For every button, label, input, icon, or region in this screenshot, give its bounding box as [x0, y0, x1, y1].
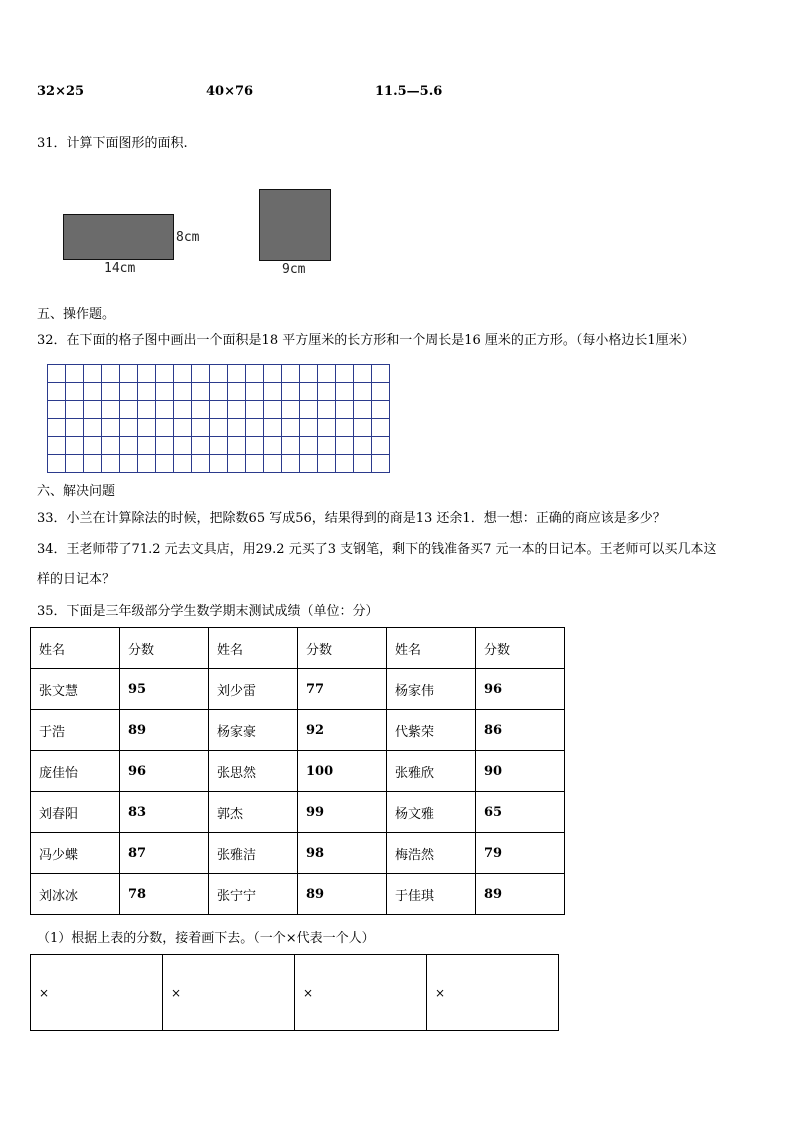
name-cell: 刘冰冰 [31, 874, 120, 915]
calc-item-3: 11.5—5.6 [375, 84, 443, 99]
score-cell: 99 [298, 792, 387, 833]
grid-cell[interactable] [372, 365, 390, 383]
calc-item-2: 40×76 [206, 84, 254, 99]
grid-cell[interactable] [48, 455, 66, 473]
grid-cell[interactable] [354, 437, 372, 455]
score-cell: 100 [298, 751, 387, 792]
grid-cell[interactable] [48, 383, 66, 401]
grid-cell[interactable] [282, 419, 300, 437]
name-cell: 张雅洁 [209, 833, 298, 874]
grid-cell[interactable] [66, 455, 84, 473]
name-cell: 张雅欣 [387, 751, 476, 792]
header-cell: 分数 [120, 628, 209, 669]
grid-cell[interactable] [210, 401, 228, 419]
question-35: 35．下面是三年级部分学生数学期末测试成绩（单位：分） [37, 604, 379, 619]
grid-cell[interactable] [84, 383, 102, 401]
grid-row [48, 455, 390, 473]
grid-cell[interactable] [264, 401, 282, 419]
name-cell: 张文慧 [31, 669, 120, 710]
grid-cell[interactable] [228, 365, 246, 383]
question-31: 31．计算下面图形的面积. [37, 136, 188, 151]
grid-cell[interactable] [48, 365, 66, 383]
calc-item-1: 32×25 [37, 84, 85, 99]
grid-cell[interactable] [120, 437, 138, 455]
grid-cell[interactable] [318, 455, 336, 473]
score-cell: 96 [120, 751, 209, 792]
grid-cell[interactable] [336, 365, 354, 383]
header-cell: 姓名 [31, 628, 120, 669]
grid-cell[interactable] [84, 401, 102, 419]
grid-cell[interactable] [138, 419, 156, 437]
grid-cell[interactable] [174, 437, 192, 455]
grid-cell[interactable] [120, 383, 138, 401]
grid-cell[interactable] [102, 401, 120, 419]
grid-cell[interactable] [120, 455, 138, 473]
name-cell: 梅浩然 [387, 833, 476, 874]
grid-cell[interactable] [138, 365, 156, 383]
grid-cell[interactable] [156, 383, 174, 401]
grid-cell[interactable] [318, 365, 336, 383]
grid-cell[interactable] [246, 401, 264, 419]
grid-cell[interactable] [48, 437, 66, 455]
question-34-line-1: 34．王老师带了71.2 元去文具店，用29.2 元买了3 支钢笔，剩下的钱准备买7 元一本的日记本。王老师可以买几本这 [37, 542, 717, 557]
grid-cell[interactable] [156, 365, 174, 383]
grid-cell[interactable] [120, 401, 138, 419]
table-row [31, 792, 565, 833]
grid-cell[interactable] [210, 365, 228, 383]
grid-cell[interactable] [192, 455, 210, 473]
grid-cell[interactable] [336, 437, 354, 455]
grid-cell[interactable] [300, 437, 318, 455]
name-cell: 代紫荣 [387, 710, 476, 751]
name-cell: 杨家伟 [387, 669, 476, 710]
score-cell: 65 [476, 792, 565, 833]
grid-cell[interactable] [264, 455, 282, 473]
sub-question-1: （1）根据上表的分数，接着画下去。（一个×代表一个人） [37, 931, 375, 946]
grid-cell[interactable] [300, 455, 318, 473]
grid-cell[interactable] [336, 383, 354, 401]
grid-cell[interactable] [174, 455, 192, 473]
question-34-line-2: 样的日记本？ [37, 572, 116, 587]
score-cell: 98 [298, 833, 387, 874]
grid-cell[interactable] [246, 437, 264, 455]
grid-cell[interactable] [372, 383, 390, 401]
grid-cell[interactable] [156, 401, 174, 419]
grid-cell[interactable] [174, 383, 192, 401]
grid-cell[interactable] [120, 365, 138, 383]
score-cell: 79 [476, 833, 565, 874]
grid-cell[interactable] [228, 437, 246, 455]
name-cell: 冯少蝶 [31, 833, 120, 874]
grid-cell[interactable] [228, 455, 246, 473]
grid-cell[interactable] [246, 365, 264, 383]
grid-cell[interactable] [282, 437, 300, 455]
name-cell: 于浩 [31, 710, 120, 751]
tally-cell[interactable]: × [163, 955, 295, 1031]
grid-cell[interactable] [84, 419, 102, 437]
grid-cell[interactable] [66, 365, 84, 383]
rectangle-figure [63, 214, 174, 260]
grid-cell[interactable] [102, 383, 120, 401]
grid-cell[interactable] [228, 383, 246, 401]
grid-cell[interactable] [300, 383, 318, 401]
question-32: 32．在下面的格子图中画出一个面积是18 平方厘米的长方形和一个周长是16 厘米的正方形。（每小格边长1厘米） [37, 333, 695, 348]
name-cell: 杨文雅 [387, 792, 476, 833]
grid-row [48, 437, 390, 455]
grid-cell[interactable] [192, 383, 210, 401]
tally-cell[interactable]: × [427, 955, 559, 1031]
grid-cell[interactable] [318, 383, 336, 401]
name-cell: 庞佳怡 [31, 751, 120, 792]
grid-cell[interactable] [84, 455, 102, 473]
grid-cell[interactable] [174, 401, 192, 419]
tally-cell[interactable]: × [31, 955, 163, 1031]
table-row [31, 751, 565, 792]
grid-cell[interactable] [300, 419, 318, 437]
grid-cell[interactable] [264, 365, 282, 383]
grid-cell[interactable] [282, 455, 300, 473]
name-cell: 郭杰 [209, 792, 298, 833]
header-cell: 分数 [476, 628, 565, 669]
score-cell: 96 [476, 669, 565, 710]
name-cell: 于佳琪 [387, 874, 476, 915]
grid-cell[interactable] [282, 365, 300, 383]
grid-cell[interactable] [192, 437, 210, 455]
grid-cell[interactable] [120, 419, 138, 437]
grid-cell[interactable] [336, 401, 354, 419]
square-side-label: 9cm [282, 262, 306, 277]
header-cell: 分数 [298, 628, 387, 669]
section-5-heading: 五、操作题。 [37, 307, 116, 322]
question-33: 33．小兰在计算除法的时候，把除数65 写成56，结果得到的商是13 还余1．想一想：正确的商应该是多少？ [37, 511, 666, 526]
table-row [31, 874, 565, 915]
score-table-header-row [31, 628, 565, 669]
grid-cell[interactable] [66, 383, 84, 401]
grid-row [48, 401, 390, 419]
table-row [31, 710, 565, 751]
grid-cell[interactable] [300, 365, 318, 383]
grid-cell[interactable] [372, 419, 390, 437]
grid-cell[interactable] [102, 365, 120, 383]
grid-cell[interactable] [300, 401, 318, 419]
grid-cell[interactable] [138, 383, 156, 401]
grid-cell[interactable] [66, 419, 84, 437]
grid-cell[interactable] [48, 419, 66, 437]
grid-cell[interactable] [102, 455, 120, 473]
grid-cell[interactable] [372, 455, 390, 473]
grid-cell[interactable] [210, 419, 228, 437]
grid-cell[interactable] [318, 437, 336, 455]
tally-row [31, 955, 559, 1031]
grid-cell[interactable] [354, 383, 372, 401]
score-cell: 89 [298, 874, 387, 915]
score-cell: 78 [120, 874, 209, 915]
name-cell: 刘春阳 [31, 792, 120, 833]
grid-cell[interactable] [354, 365, 372, 383]
grid-cell[interactable] [264, 383, 282, 401]
header-cell: 姓名 [387, 628, 476, 669]
score-table [30, 627, 565, 915]
grid-cell[interactable] [210, 455, 228, 473]
grid-cell[interactable] [84, 437, 102, 455]
grid-cell[interactable] [66, 437, 84, 455]
grid-cell[interactable] [174, 365, 192, 383]
grid-cell[interactable] [192, 365, 210, 383]
grid-cell[interactable] [102, 419, 120, 437]
grid-cell[interactable] [138, 455, 156, 473]
grid-cell[interactable] [156, 455, 174, 473]
score-cell: 89 [476, 874, 565, 915]
grid-cell[interactable] [192, 419, 210, 437]
grid-cell[interactable] [174, 419, 192, 437]
grid-cell[interactable] [210, 383, 228, 401]
rectangle-height-label: 8cm [176, 230, 200, 245]
grid-cell[interactable] [192, 401, 210, 419]
section-6-heading: 六、解决问题 [37, 484, 116, 499]
score-cell: 77 [298, 669, 387, 710]
score-cell: 95 [120, 669, 209, 710]
score-cell: 87 [120, 833, 209, 874]
grid-cell[interactable] [354, 419, 372, 437]
grid-cell[interactable] [156, 437, 174, 455]
grid-cell[interactable] [228, 419, 246, 437]
name-cell: 刘少雷 [209, 669, 298, 710]
grid-cell[interactable] [210, 437, 228, 455]
grid-cell[interactable] [354, 401, 372, 419]
grid-cell[interactable] [102, 437, 120, 455]
grid-row [48, 383, 390, 401]
grid-cell[interactable] [156, 419, 174, 437]
tally-cell[interactable]: × [295, 955, 427, 1031]
grid-row [48, 365, 390, 383]
score-cell: 86 [476, 710, 565, 751]
grid-cell[interactable] [264, 437, 282, 455]
grid-cell[interactable] [246, 383, 264, 401]
grid-cell[interactable] [246, 455, 264, 473]
grid-cell[interactable] [66, 401, 84, 419]
grid-cell[interactable] [336, 419, 354, 437]
grid-cell[interactable] [246, 419, 264, 437]
grid-cell[interactable] [48, 401, 66, 419]
grid-cell[interactable] [228, 401, 246, 419]
grid-cell[interactable] [318, 419, 336, 437]
grid-cell[interactable] [372, 401, 390, 419]
grid-cell[interactable] [372, 437, 390, 455]
name-cell: 张思然 [209, 751, 298, 792]
score-cell: 92 [298, 710, 387, 751]
grid-cell[interactable] [282, 383, 300, 401]
square-figure [259, 189, 331, 261]
rectangle-width-label: 14cm [104, 261, 136, 276]
grid-cell[interactable] [264, 419, 282, 437]
tally-table [30, 954, 559, 1031]
name-cell: 杨家豪 [209, 710, 298, 751]
score-cell: 83 [120, 792, 209, 833]
grid-cell[interactable] [282, 401, 300, 419]
grid-cell[interactable] [336, 455, 354, 473]
table-row [31, 833, 565, 874]
table-row [31, 669, 565, 710]
grid-cell[interactable] [138, 401, 156, 419]
score-cell: 89 [120, 710, 209, 751]
grid-row [48, 419, 390, 437]
grid-cell[interactable] [84, 365, 102, 383]
name-cell: 张宁宁 [209, 874, 298, 915]
grid-cell[interactable] [318, 401, 336, 419]
grid-cell[interactable] [138, 437, 156, 455]
drawing-grid[interactable] [47, 364, 390, 473]
score-cell: 90 [476, 751, 565, 792]
grid-cell[interactable] [354, 455, 372, 473]
header-cell: 姓名 [209, 628, 298, 669]
